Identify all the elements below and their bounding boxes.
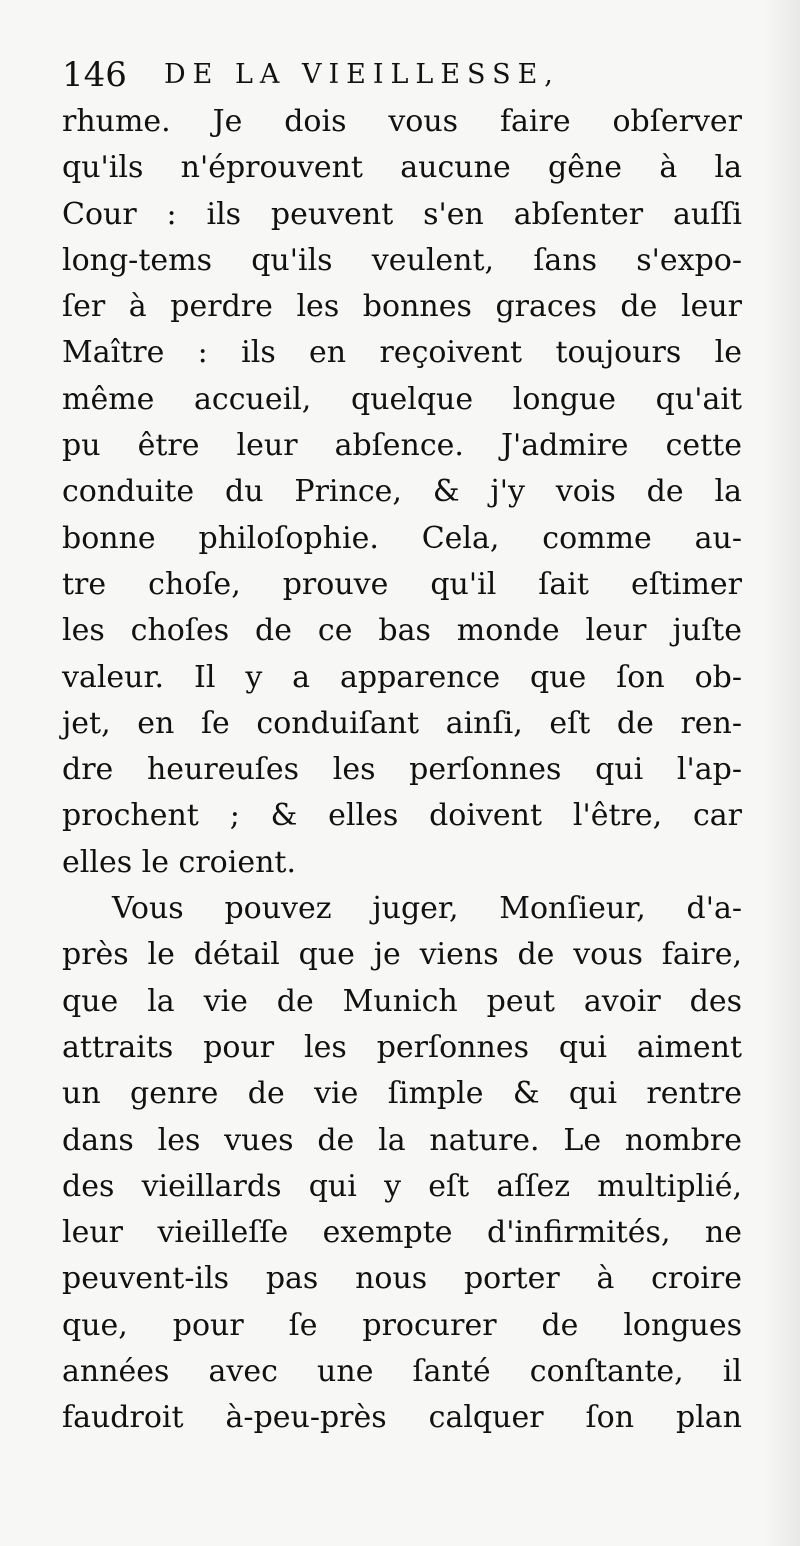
- text-line: que, pour ſe procurer de longues: [62, 1307, 742, 1343]
- text-line: jet, en ſe conduiſant ainſi, eſt de ren-: [62, 705, 742, 741]
- text-line: rhume. Je dois vous faire obſerver: [62, 104, 742, 139]
- text-line: des vieillards qui y eſt aſſez multiplié,: [62, 1168, 742, 1204]
- running-head: [62, 50, 702, 100]
- text-line: long-tems qu'ils veulent, ſans s'expo-: [62, 242, 742, 278]
- text-line: leur vieilleſſe exempte d'infirmités, ne: [62, 1215, 742, 1251]
- text-line: pu être leur abſence. J'admire cette: [62, 428, 742, 464]
- text-line: près le détail que je viens de vous faire,: [62, 937, 742, 973]
- text-line: années avec une ſanté conſtante, il: [62, 1354, 742, 1390]
- text-line: les choſes de ce bas monde leur juſte: [62, 613, 742, 649]
- text-line: prochent ; & elles doivent l'être, car: [62, 798, 742, 834]
- paragraph-end-line: elles le croient.: [62, 844, 296, 880]
- text-line: conduite du Prince, & j'y vois de la: [62, 474, 742, 510]
- text-line: peuvent-ils pas nous porter à croire: [62, 1261, 742, 1297]
- text-line: bonne philoſophie. Cela, comme au-: [62, 520, 742, 556]
- text-line: qu'ils n'éprouvent aucune gêne à la: [62, 150, 742, 186]
- text-line: ſer à perdre les bonnes graces de leur: [62, 289, 742, 325]
- text-line: tre choſe, prouve qu'il ſait eſtimer: [62, 566, 742, 602]
- text-line: dre heureuſes les perſonnes qui l'ap-: [62, 752, 742, 788]
- body-text: [62, 99, 742, 1442]
- page-number: 146: [62, 55, 127, 95]
- text-line: dans les vues de la nature. Le nombre: [62, 1122, 742, 1158]
- text-line: Cour : ils peuvent s'en abſenter auſſi: [62, 196, 742, 232]
- text-line: faudroit à-peu-près calquer ſon plan: [62, 1400, 742, 1436]
- paragraph-start-line: Vous pouvez juger, Monſieur, d'a-: [112, 891, 742, 927]
- text-line: attraits pour les perſonnes qui aiment: [62, 1029, 742, 1065]
- text-line: Maître : ils en reçoivent toujours le: [62, 335, 742, 371]
- text-line: un genre de vie ſimple & qui rentre: [62, 1076, 742, 1112]
- text-line: que la vie de Munich peut avoir des: [62, 983, 742, 1019]
- text-line: valeur. Il y a apparence que ſon ob-: [62, 659, 742, 695]
- text-line: même accueil, quelque longue qu'ait: [62, 381, 742, 417]
- running-head-title: DE LA VIEILLESSE,: [164, 59, 560, 90]
